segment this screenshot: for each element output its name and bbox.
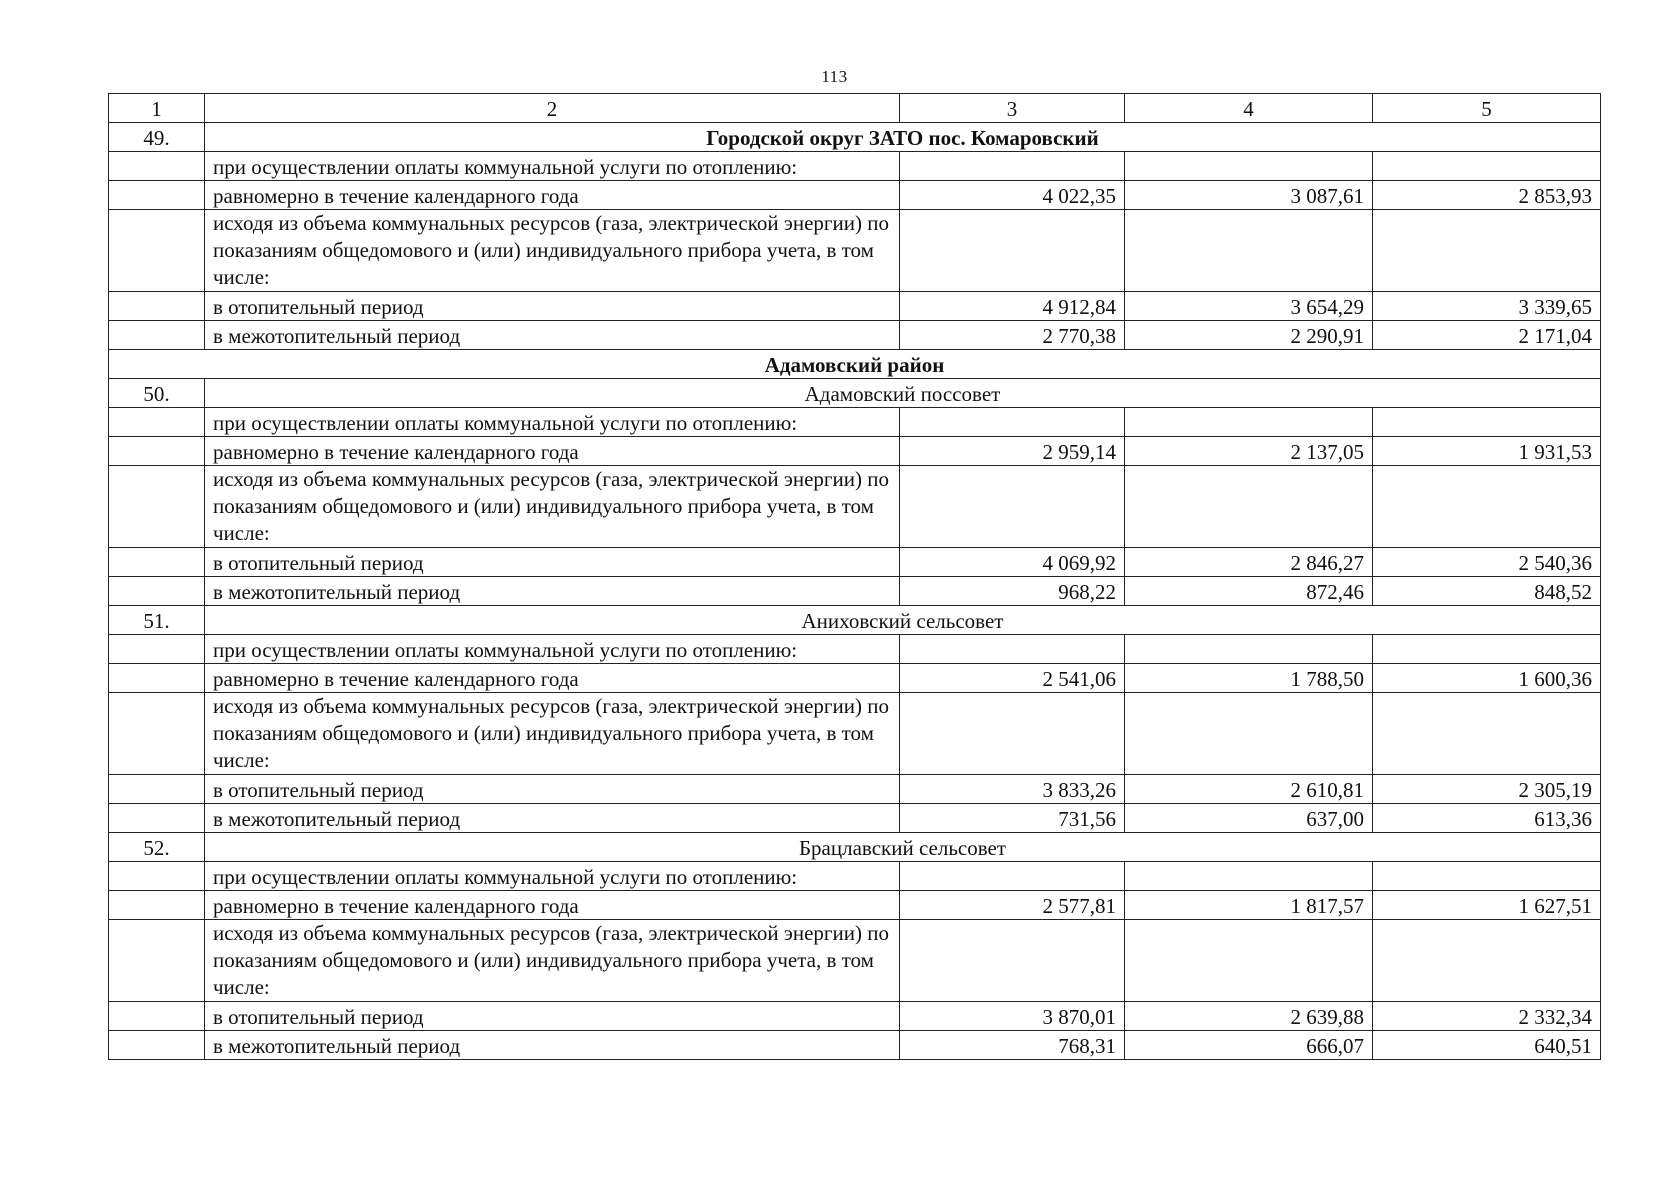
table-row	[109, 920, 1601, 1002]
value-cell-col4: 1 788,50	[1125, 664, 1373, 693]
value-cell-col3: 768,31	[900, 1031, 1125, 1060]
value-cell-col4	[1125, 466, 1373, 548]
column-number: 4	[1125, 94, 1373, 123]
row-number	[109, 577, 205, 606]
section-row	[109, 123, 1601, 152]
table-row	[109, 321, 1601, 350]
row-number	[109, 181, 205, 210]
value-cell-col3	[900, 408, 1125, 437]
district-row	[109, 350, 1601, 379]
table-row	[109, 891, 1601, 920]
table-row	[109, 1031, 1601, 1060]
row-label: при осуществлении оплаты коммунальной услуги по отоплению:	[205, 635, 900, 664]
value-cell-col5: 640,51	[1373, 1031, 1601, 1060]
value-cell-col3	[900, 635, 1125, 664]
value-cell-col4	[1125, 408, 1373, 437]
row-number	[109, 466, 205, 548]
row-number	[109, 210, 205, 292]
section-title: Брацлавский сельсовет	[205, 833, 1601, 862]
column-number: 2	[205, 94, 900, 123]
value-cell-col3	[900, 466, 1125, 548]
value-cell-col4: 3 654,29	[1125, 292, 1373, 321]
table-body	[109, 94, 1601, 1060]
section-title: Аниховский сельсовет	[205, 606, 1601, 635]
value-cell-col5: 848,52	[1373, 577, 1601, 606]
value-cell-col5	[1373, 210, 1601, 292]
row-label: исходя из объема коммунальных ресурсов (газа, электрической энергии) по показаниям общедомового и (или) индивидуального прибора учета, в том числе:	[205, 920, 900, 1002]
value-cell-col4	[1125, 210, 1373, 292]
value-cell-col4: 2 137,05	[1125, 437, 1373, 466]
value-cell-col4: 2 610,81	[1125, 775, 1373, 804]
row-number	[109, 408, 205, 437]
section-title: Адамовский поссовет	[205, 379, 1601, 408]
section-row	[109, 606, 1601, 635]
row-label: в межотопительный период	[205, 804, 900, 833]
row-label: в межотопительный период	[205, 577, 900, 606]
table-row	[109, 408, 1601, 437]
row-number: 52.	[109, 833, 205, 862]
value-cell-col5	[1373, 693, 1601, 775]
value-cell-col3	[900, 210, 1125, 292]
row-label: в отопительный период	[205, 548, 900, 577]
table-row	[109, 466, 1601, 548]
row-label: равномерно в течение календарного года	[205, 664, 900, 693]
value-cell-col5: 2 171,04	[1373, 321, 1601, 350]
table-row	[109, 775, 1601, 804]
row-number	[109, 1002, 205, 1031]
value-cell-col3: 2 577,81	[900, 891, 1125, 920]
row-number: 50.	[109, 379, 205, 408]
column-number: 1	[109, 94, 205, 123]
row-number	[109, 321, 205, 350]
row-number	[109, 152, 205, 181]
value-cell-col4	[1125, 635, 1373, 664]
row-label: в отопительный период	[205, 292, 900, 321]
row-number	[109, 292, 205, 321]
value-cell-col3	[900, 920, 1125, 1002]
value-cell-col5: 2 332,34	[1373, 1002, 1601, 1031]
value-cell-col5: 2 853,93	[1373, 181, 1601, 210]
value-cell-col4	[1125, 693, 1373, 775]
value-cell-col4: 872,46	[1125, 577, 1373, 606]
row-label: исходя из объема коммунальных ресурсов (газа, электрической энергии) по показаниям общедомового и (или) индивидуального прибора учета, в том числе:	[205, 693, 900, 775]
column-number: 3	[900, 94, 1125, 123]
value-cell-col3: 4 022,35	[900, 181, 1125, 210]
row-number	[109, 920, 205, 1002]
value-cell-col5	[1373, 466, 1601, 548]
row-number	[109, 548, 205, 577]
table-row	[109, 210, 1601, 292]
table-row	[109, 664, 1601, 693]
value-cell-col5	[1373, 862, 1601, 891]
row-number	[109, 862, 205, 891]
value-cell-col3: 2 959,14	[900, 437, 1125, 466]
row-label: при осуществлении оплаты коммунальной услуги по отоплению:	[205, 408, 900, 437]
row-label: при осуществлении оплаты коммунальной услуги по отоплению:	[205, 152, 900, 181]
value-cell-col4	[1125, 152, 1373, 181]
row-number	[109, 664, 205, 693]
table-row	[109, 577, 1601, 606]
value-cell-col5: 1 600,36	[1373, 664, 1601, 693]
value-cell-col4: 2 639,88	[1125, 1002, 1373, 1031]
value-cell-col4: 2 290,91	[1125, 321, 1373, 350]
row-label: исходя из объема коммунальных ресурсов (газа, электрической энергии) по показаниям общедомового и (или) индивидуального прибора учета, в том числе:	[205, 210, 900, 292]
table-row	[109, 292, 1601, 321]
value-cell-col3	[900, 152, 1125, 181]
row-label: равномерно в течение календарного года	[205, 437, 900, 466]
row-number	[109, 804, 205, 833]
section-row	[109, 833, 1601, 862]
value-cell-col3: 2 770,38	[900, 321, 1125, 350]
value-cell-col5	[1373, 408, 1601, 437]
row-label: исходя из объема коммунальных ресурсов (газа, электрической энергии) по показаниям общедомового и (или) индивидуального прибора учета, в том числе:	[205, 466, 900, 548]
table-row	[109, 635, 1601, 664]
value-cell-col5: 2 305,19	[1373, 775, 1601, 804]
tariff-table	[108, 93, 1601, 1060]
column-number: 5	[1373, 94, 1601, 123]
row-number: 51.	[109, 606, 205, 635]
table-row	[109, 152, 1601, 181]
value-cell-col3	[900, 862, 1125, 891]
value-cell-col4: 637,00	[1125, 804, 1373, 833]
row-number	[109, 693, 205, 775]
row-number	[109, 775, 205, 804]
row-number	[109, 635, 205, 664]
page-number: 113	[821, 67, 848, 86]
section-row	[109, 379, 1601, 408]
row-label: при осуществлении оплаты коммунальной услуги по отоплению:	[205, 862, 900, 891]
value-cell-col5: 613,36	[1373, 804, 1601, 833]
section-title: Городской округ ЗАТО пос. Комаровский	[205, 123, 1601, 152]
value-cell-col3: 3 870,01	[900, 1002, 1125, 1031]
table-row	[109, 862, 1601, 891]
value-cell-col5	[1373, 152, 1601, 181]
value-cell-col4: 666,07	[1125, 1031, 1373, 1060]
value-cell-col4	[1125, 862, 1373, 891]
value-cell-col5	[1373, 635, 1601, 664]
table-row	[109, 1002, 1601, 1031]
value-cell-col5: 1 627,51	[1373, 891, 1601, 920]
row-label: в отопительный период	[205, 775, 900, 804]
value-cell-col4: 1 817,57	[1125, 891, 1373, 920]
value-cell-col4	[1125, 920, 1373, 1002]
value-cell-col5: 3 339,65	[1373, 292, 1601, 321]
column-number-row	[109, 94, 1601, 123]
table-row	[109, 693, 1601, 775]
table-row	[109, 804, 1601, 833]
table-row	[109, 181, 1601, 210]
value-cell-col3: 4 069,92	[900, 548, 1125, 577]
district-title: Адамовский район	[109, 350, 1601, 379]
value-cell-col3: 968,22	[900, 577, 1125, 606]
value-cell-col5: 1 931,53	[1373, 437, 1601, 466]
row-label: в отопительный период	[205, 1002, 900, 1031]
value-cell-col4: 3 087,61	[1125, 181, 1373, 210]
row-label: в межотопительный период	[205, 1031, 900, 1060]
value-cell-col3	[900, 693, 1125, 775]
row-label: равномерно в течение календарного года	[205, 891, 900, 920]
row-number	[109, 437, 205, 466]
value-cell-col3: 4 912,84	[900, 292, 1125, 321]
value-cell-col3: 3 833,26	[900, 775, 1125, 804]
value-cell-col4: 2 846,27	[1125, 548, 1373, 577]
row-number	[109, 1031, 205, 1060]
row-label: в межотопительный период	[205, 321, 900, 350]
row-number	[109, 891, 205, 920]
table-row	[109, 548, 1601, 577]
value-cell-col5	[1373, 920, 1601, 1002]
value-cell-col3: 731,56	[900, 804, 1125, 833]
value-cell-col5: 2 540,36	[1373, 548, 1601, 577]
table-row	[109, 437, 1601, 466]
value-cell-col3: 2 541,06	[900, 664, 1125, 693]
row-label: равномерно в течение календарного года	[205, 181, 900, 210]
row-number: 49.	[109, 123, 205, 152]
